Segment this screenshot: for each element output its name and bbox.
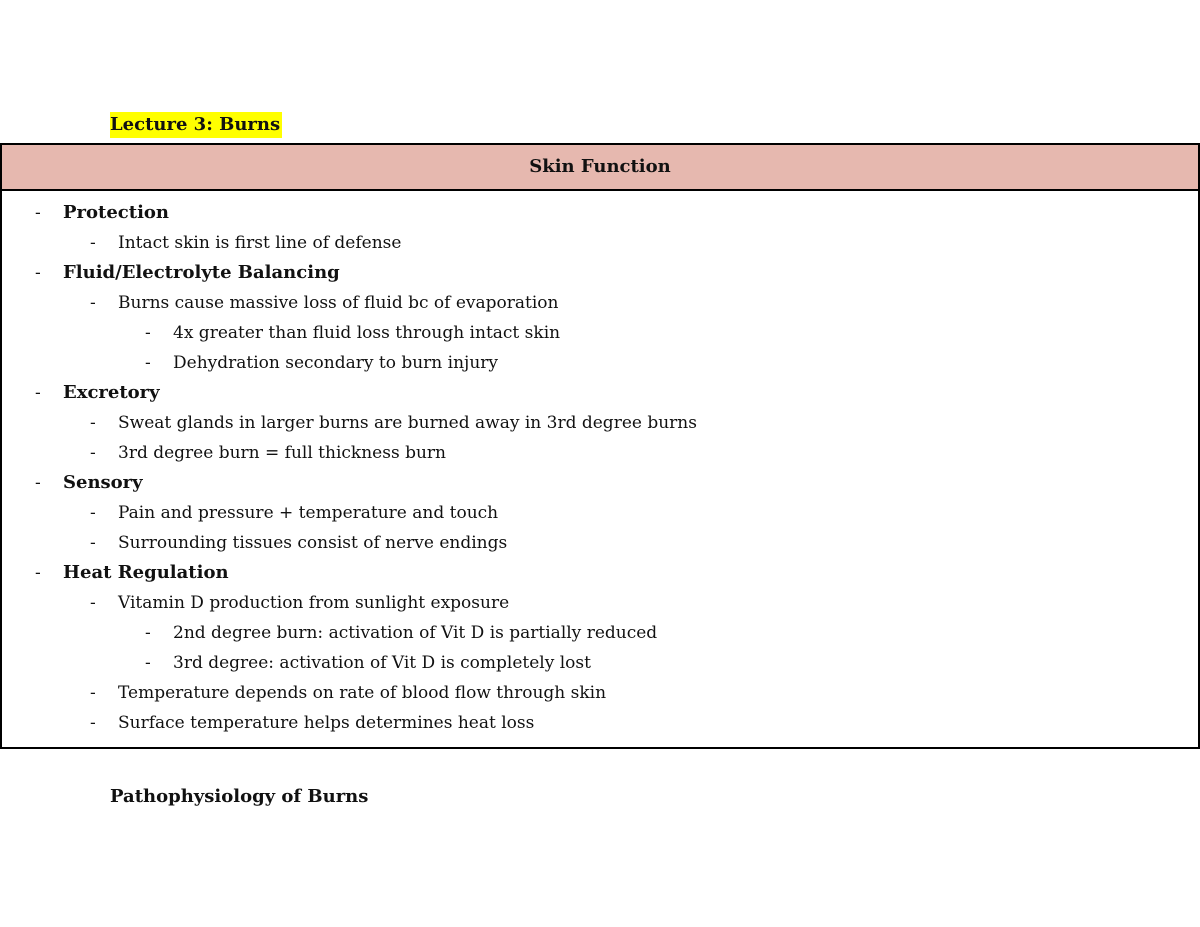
section-heading: Pathophysiology of Burns: [110, 786, 369, 807]
list-item-text: 3rd degree burn = full thickness burn: [118, 443, 446, 463]
table-header: Skin Function: [2, 145, 1198, 191]
table-body: [2, 191, 1198, 738]
list-item: [2, 288, 1198, 318]
list-item: [2, 588, 1198, 618]
list-item: [2, 648, 1198, 678]
list-item-text: Excretory: [63, 382, 160, 403]
bullet-dash: -: [35, 563, 41, 583]
list-item-text: 2nd degree burn: activation of Vit D is partially reduced: [173, 623, 658, 643]
list-item-text: Protection: [63, 202, 169, 223]
list-item: [2, 468, 1198, 498]
list-item: [2, 348, 1198, 378]
bullet-dash: -: [90, 293, 96, 313]
list-item: [2, 318, 1198, 348]
bullet-dash: -: [35, 383, 41, 403]
bullet-dash: -: [35, 473, 41, 493]
bullet-dash: -: [90, 713, 96, 733]
list-item: [2, 438, 1198, 468]
list-item: [2, 528, 1198, 558]
list-item-text: 4x greater than fluid loss through intact skin: [173, 323, 561, 343]
list-item: [2, 228, 1198, 258]
list-item-text: Burns cause massive loss of fluid bc of evaporation: [118, 293, 559, 313]
bullet-dash: -: [90, 533, 96, 553]
list-item-text: Fluid/Electrolyte Balancing: [63, 262, 340, 283]
list-item: [2, 498, 1198, 528]
list-item: [2, 678, 1198, 708]
list-item-text: Surrounding tissues consist of nerve endings: [118, 533, 508, 553]
list-item-text: Surface temperature helps determines heat loss: [118, 713, 535, 733]
bullet-dash: -: [90, 503, 96, 523]
list-item: [2, 378, 1198, 408]
list-item-text: Sweat glands in larger burns are burned away in 3rd degree burns: [118, 413, 697, 433]
list-item: [2, 708, 1198, 738]
list-item-text: 3rd degree: activation of Vit D is completely lost: [173, 653, 591, 673]
lecture-title: Lecture 3: Burns: [110, 112, 282, 138]
bullet-dash: -: [145, 653, 151, 673]
bullet-dash: -: [35, 203, 41, 223]
bullet-dash: -: [90, 683, 96, 703]
bullet-dash: -: [145, 623, 151, 643]
list-item-text: Heat Regulation: [63, 562, 229, 583]
list-item: [2, 198, 1198, 228]
list-item: [2, 258, 1198, 288]
bullet-dash: -: [145, 353, 151, 373]
bullet-dash: -: [90, 233, 96, 253]
list-item-text: Pain and pressure + temperature and touch: [118, 503, 499, 523]
bullet-dash: -: [90, 593, 96, 613]
bullet-dash: -: [145, 323, 151, 343]
skin-function-table: [0, 143, 1200, 749]
bullet-dash: -: [35, 263, 41, 283]
list-item-text: Temperature depends on rate of blood flow through skin: [118, 683, 607, 703]
bullet-dash: -: [90, 443, 96, 463]
list-item: [2, 408, 1198, 438]
list-item-text: Sensory: [63, 472, 143, 493]
list-item-text: Dehydration secondary to burn injury: [173, 353, 499, 373]
list-item-text: Vitamin D production from sunlight exposure: [118, 593, 510, 613]
bullet-dash: -: [90, 413, 96, 433]
list-item: [2, 618, 1198, 648]
list-item-text: Intact skin is first line of defense: [118, 233, 402, 253]
list-item: [2, 558, 1198, 588]
